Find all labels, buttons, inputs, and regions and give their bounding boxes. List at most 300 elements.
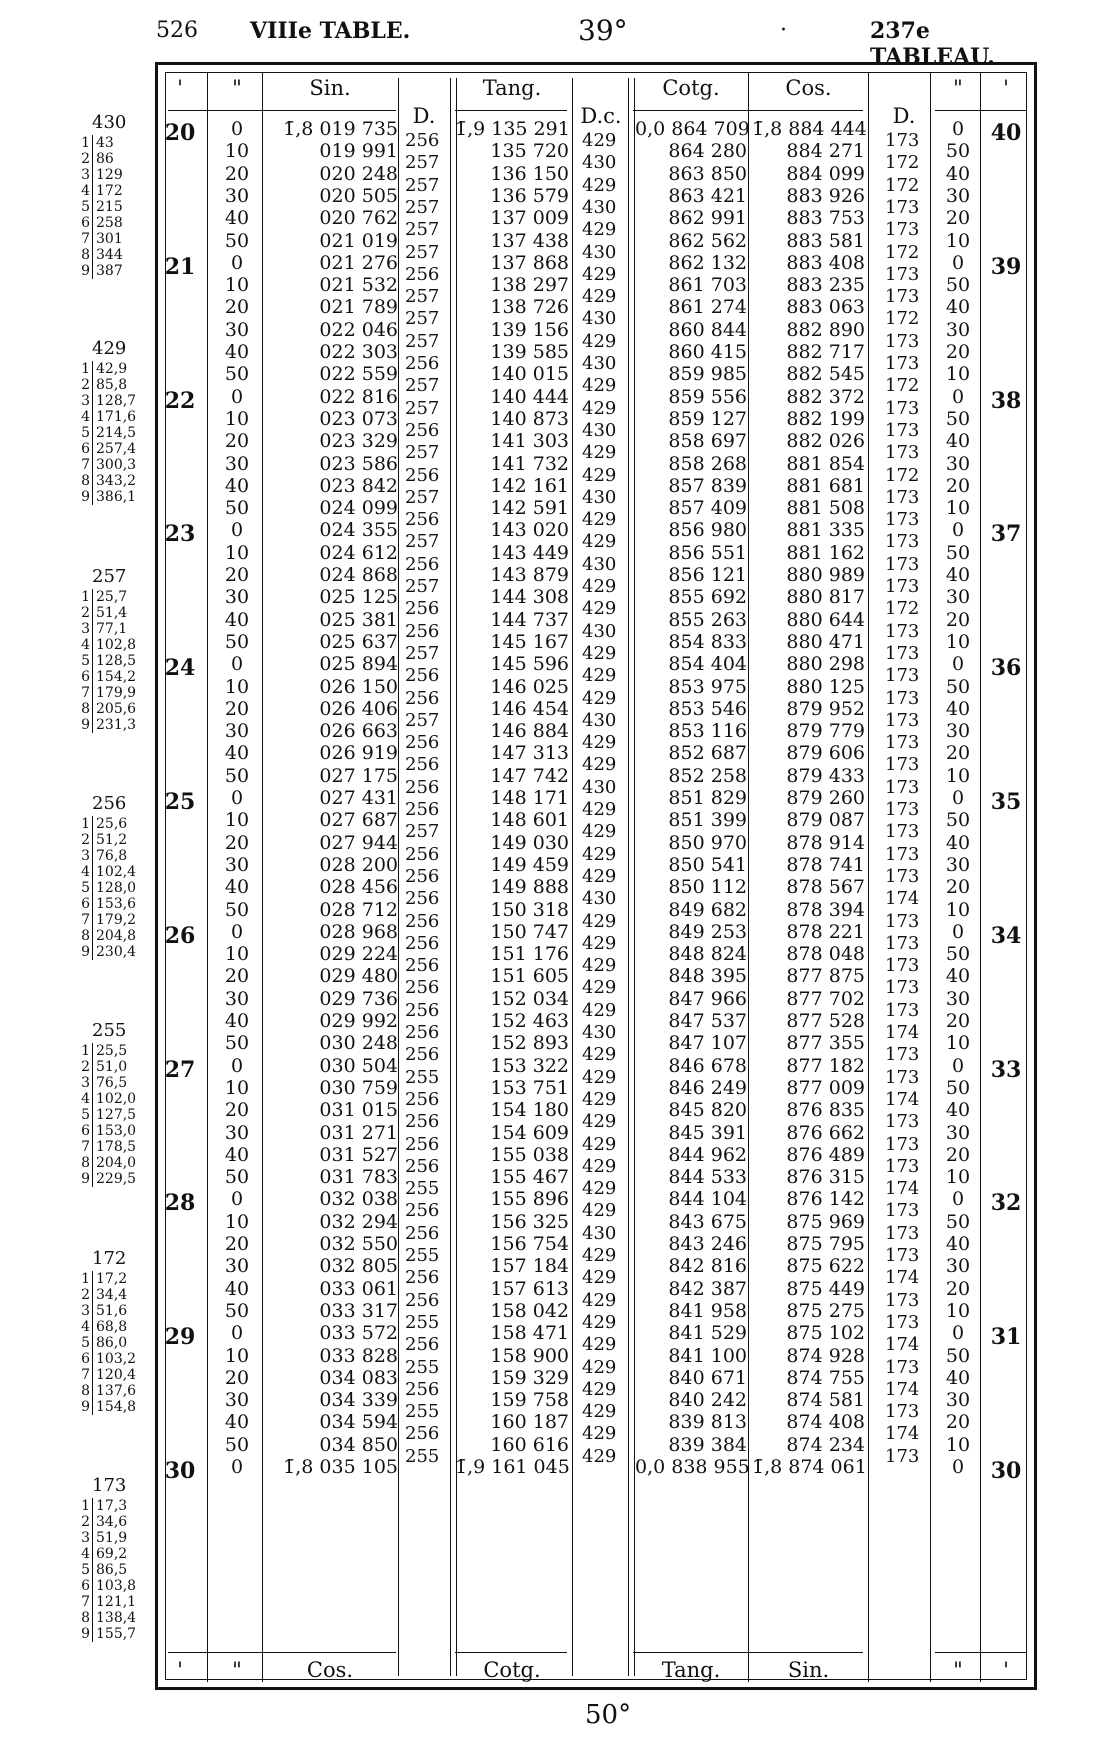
- cell-tang: 137 438: [490, 229, 569, 252]
- diff-d_cos: 173: [885, 419, 920, 441]
- cell-cos: 879 952: [786, 697, 865, 720]
- cell-cotg: 863 421: [668, 184, 747, 207]
- diff-d_c: 429: [582, 642, 617, 664]
- pp-digit: 8: [78, 1383, 93, 1399]
- cell-tang: 140 873: [490, 407, 569, 430]
- pp-value: 153,6: [96, 896, 137, 912]
- diff-d_sin: 257: [405, 219, 440, 241]
- diff-d_sin: 255: [405, 1401, 440, 1423]
- table-row: [0, 341, 1109, 365]
- cell-sin: 022 046: [319, 318, 398, 341]
- cell-tang: 155 038: [490, 1143, 569, 1166]
- cell-tang: 150 318: [490, 898, 569, 921]
- pp-digit: 7: [78, 685, 93, 701]
- pp-line: [78, 361, 150, 377]
- table-row: [0, 564, 1109, 588]
- cell-rsec: 30: [945, 586, 971, 609]
- cell-sec: 30: [224, 1121, 250, 1144]
- pp-value: 121,1: [96, 1594, 137, 1610]
- pp-value: 51,6: [96, 1303, 128, 1319]
- column-header-bottom: ': [177, 1658, 183, 1682]
- cell-cos: 875 795: [786, 1233, 865, 1255]
- cell-tang: 139 156: [490, 318, 569, 341]
- cell-sin: 028 200: [319, 853, 398, 876]
- diff-d_sin: 256: [405, 865, 440, 887]
- diff-d_sin: 257: [405, 196, 440, 218]
- cell-sec: 30: [224, 987, 250, 1010]
- cell-cotg: 853 546: [668, 697, 747, 720]
- pp-line: [78, 1626, 150, 1642]
- diff-d_c: 429: [582, 1200, 617, 1222]
- cell-rsec: 40: [945, 1099, 971, 1122]
- cell-tang: 143 879: [490, 564, 569, 586]
- table-row: [0, 809, 1109, 833]
- cell-rsec: 10: [945, 1433, 971, 1456]
- column-header-top: ": [232, 76, 242, 100]
- table-row: [0, 1255, 1109, 1279]
- pp-value: 68,8: [96, 1319, 128, 1335]
- diff-d_cos: 173: [885, 130, 920, 151]
- pp-value: 77,1: [96, 621, 128, 637]
- cell-rsec: 0: [951, 1456, 965, 1478]
- table-row: [0, 1322, 1109, 1351]
- column-header-bottom: ': [1003, 1658, 1009, 1682]
- table-row: [0, 1233, 1109, 1257]
- cell-sec: 10: [224, 140, 250, 163]
- pp-line: [78, 1171, 150, 1187]
- pp-value: 128,5: [96, 653, 137, 669]
- diff-d_cos: 173: [885, 732, 920, 754]
- cell-cotg: 846 249: [668, 1076, 747, 1099]
- pp-digit: 7: [78, 912, 93, 928]
- pp-value: 155,7: [96, 1626, 137, 1642]
- diff-d_sin: 256: [405, 553, 440, 575]
- diff-d_c: 430: [582, 553, 617, 575]
- pp-value: 76,5: [96, 1075, 128, 1091]
- pp-value: 300,3: [96, 457, 137, 473]
- diff-d_sin: 256: [405, 1155, 440, 1177]
- pp-value: 215: [96, 199, 123, 215]
- diff-d_c: 430: [582, 196, 617, 218]
- cell-cos: 878 914: [786, 831, 865, 854]
- pp-value: 204,0: [96, 1155, 137, 1171]
- cell-tang: 148 171: [490, 787, 569, 809]
- diff-d_cos: 173: [885, 977, 920, 999]
- cell-rsec: 40: [945, 430, 971, 453]
- cell-sec: 0: [230, 1322, 244, 1345]
- diff-d_sin: 257: [405, 442, 440, 464]
- diff-d_c: 429: [582, 1401, 617, 1423]
- diff-d_cos: 173: [885, 1155, 920, 1177]
- cell-sin: 034 339: [319, 1389, 398, 1412]
- cell-sin: 032 550: [319, 1233, 398, 1255]
- pp-line: [78, 653, 150, 669]
- pp-value: 204,8: [96, 928, 137, 944]
- cell-sin: 020 505: [319, 184, 398, 207]
- cell-tang: 143 449: [490, 541, 569, 564]
- cell-sin: 032 805: [319, 1255, 398, 1278]
- cell-cos: 880 298: [786, 653, 865, 676]
- cell-min: 25: [164, 789, 196, 815]
- cell-cos: 875 449: [786, 1277, 865, 1300]
- pp-line: [78, 215, 150, 231]
- diff-d_cos: 173: [885, 531, 920, 553]
- column-header-bottom: ": [953, 1658, 963, 1682]
- cell-cos: 884 099: [786, 162, 865, 185]
- cell-tang: 149 030: [490, 831, 569, 854]
- cell-sec: 0: [230, 1188, 244, 1211]
- table-row: [0, 519, 1109, 548]
- pp-line: [78, 1271, 150, 1287]
- diff-d_sin: 256: [405, 1423, 440, 1445]
- diff-d_c: 429: [582, 219, 617, 241]
- diff-d_c: 429: [582, 397, 617, 419]
- cell-cos: 879 260: [786, 787, 865, 809]
- cell-sin: 025 125: [319, 586, 398, 609]
- table-row: [0, 765, 1109, 789]
- cell-rsec: 10: [945, 1166, 971, 1189]
- table-row: [0, 1122, 1109, 1146]
- left-title: VIIIe TABLE.: [250, 18, 411, 44]
- diff-d_cos: 172: [885, 598, 920, 620]
- cell-min: 22: [164, 387, 196, 414]
- pp-line: [78, 912, 150, 928]
- diff-d_c: 429: [582, 999, 617, 1021]
- table-row: [0, 1211, 1109, 1235]
- cell-tang: 152 034: [490, 987, 569, 1010]
- pp-value: 102,4: [96, 864, 137, 880]
- pp-digit: 3: [78, 621, 93, 637]
- cell-sec: 40: [224, 1411, 250, 1434]
- diff-d_c: 430: [582, 888, 617, 910]
- pp-line: [78, 393, 150, 409]
- cell-cotg: 842 387: [668, 1277, 747, 1300]
- cell-tang: 157 613: [490, 1277, 569, 1300]
- cell-cos: 879 779: [786, 720, 865, 743]
- column-header-top: D.c.: [580, 104, 622, 128]
- cell-cos: 874 755: [786, 1366, 865, 1389]
- cell-cotg: 859 985: [668, 363, 747, 386]
- diff-d_c: 429: [582, 330, 617, 352]
- cell-cotg: 852 687: [668, 742, 747, 765]
- diff-d_sin: 256: [405, 419, 440, 441]
- table-row: [0, 586, 1109, 610]
- cell-cotg: 846 678: [668, 1054, 747, 1077]
- cell-sec: 50: [224, 497, 250, 520]
- pp-value: 120,4: [96, 1367, 137, 1383]
- diff-d_sin: 256: [405, 620, 440, 642]
- cell-sec: 10: [224, 1344, 250, 1367]
- cell-cotg: 849 253: [668, 920, 747, 943]
- cell-min: 28: [164, 1190, 196, 1217]
- cell-rsec: 40: [945, 296, 971, 319]
- cell-sec: 10: [224, 407, 250, 430]
- pp-line: [78, 1383, 150, 1399]
- table-row: [0, 185, 1109, 209]
- diff-d_cos: 173: [885, 442, 920, 464]
- pp-line: [78, 589, 150, 605]
- diff-d_c: 429: [582, 442, 617, 464]
- cell-sec: 40: [224, 1277, 250, 1300]
- cell-tang: 136 579: [490, 184, 569, 207]
- pp-value: 178,5: [96, 1139, 137, 1155]
- cell-sec: 0: [230, 385, 244, 408]
- diff-d_sin: 256: [405, 843, 440, 865]
- cell-cotg: 853 975: [668, 675, 747, 698]
- pp-digit: 2: [78, 605, 93, 621]
- cell-tang: 154 609: [490, 1121, 569, 1144]
- cell-sin: 030 759: [319, 1076, 398, 1099]
- diff-d_cos: 174: [885, 1334, 920, 1356]
- pp-value: 51,0: [96, 1059, 128, 1075]
- pp-line: [78, 701, 150, 717]
- cell-cos: 875 969: [786, 1210, 865, 1233]
- table-row: [0, 251, 1109, 280]
- pp-line: [78, 1530, 150, 1546]
- cell-cotg: 851 829: [668, 787, 747, 809]
- cell-rsec: 40: [945, 697, 971, 720]
- cell-cotg: 844 533: [668, 1166, 747, 1189]
- diff-d_sin: 256: [405, 888, 440, 910]
- cell-sec: 0: [230, 920, 244, 943]
- cell-tang: 135 720: [490, 140, 569, 163]
- cell-cotg: 844 104: [668, 1188, 747, 1211]
- cell-rsec: 20: [945, 1143, 971, 1166]
- column-header-top: ': [1003, 76, 1009, 100]
- pp-line: [78, 473, 150, 489]
- pp-line: [78, 832, 150, 848]
- pp-line: [78, 263, 150, 279]
- cell-cotg: 855 692: [668, 586, 747, 609]
- pp-digit: 9: [78, 489, 93, 505]
- table-row: [0, 943, 1109, 967]
- table-row: [0, 742, 1109, 766]
- pp-digit: 4: [78, 1091, 93, 1107]
- cell-rsec: 50: [945, 1210, 971, 1233]
- cell-sec: 10: [224, 943, 250, 966]
- cell-sec: 40: [224, 742, 250, 765]
- cell-sin: 026 406: [319, 697, 398, 720]
- cell-sec: 10: [224, 675, 250, 698]
- cell-cos: 883 753: [786, 207, 865, 230]
- cell-rsec: 30: [945, 1255, 971, 1278]
- table-row: [0, 988, 1109, 1012]
- cell-tang: 158 042: [490, 1299, 569, 1322]
- diff-d_cos: 173: [885, 263, 920, 285]
- cell-rsec: 30: [945, 987, 971, 1010]
- cell-tang: 136 150: [490, 162, 569, 185]
- cell-sec: 0: [230, 519, 244, 542]
- diff-d_cos: 173: [885, 553, 920, 575]
- cell-cotg: 863 850: [668, 162, 747, 185]
- diff-d_sin: 256: [405, 932, 440, 954]
- column-header-top: Cotg.: [662, 76, 720, 100]
- pp-value: 17,3: [96, 1498, 128, 1514]
- cell-cos: 882 890: [786, 318, 865, 341]
- cell-sec: 50: [224, 229, 250, 252]
- cell-sec: 50: [224, 1433, 250, 1456]
- diff-d_sin: 255: [405, 1445, 440, 1467]
- diff-d_c: 429: [582, 1088, 617, 1110]
- pp-digit: 3: [78, 1530, 93, 1546]
- cell-tang: 158 471: [490, 1322, 569, 1345]
- cell-tang: 155 467: [490, 1166, 569, 1189]
- cell-rsec: 40: [945, 564, 971, 586]
- pp-value: 172: [96, 183, 123, 199]
- diff-d_c: 430: [582, 152, 617, 174]
- pp-digit: 2: [78, 832, 93, 848]
- pp-value: 127,5: [96, 1107, 137, 1123]
- cell-sec: 20: [224, 296, 250, 319]
- diff-d_cos: 173: [885, 353, 920, 374]
- cell-cos: 879 087: [786, 809, 865, 832]
- cell-cos: 879 606: [786, 742, 865, 765]
- column-header-top: ": [953, 76, 963, 100]
- pp-value: 86,0: [96, 1335, 128, 1351]
- diff-d_c: 429: [582, 754, 617, 776]
- cell-cotg: 841 529: [668, 1322, 747, 1345]
- pp-value: 17,2: [96, 1271, 128, 1287]
- cell-sec: 10: [224, 274, 250, 297]
- cell-sin: 022 559: [319, 363, 398, 386]
- cell-rsec: 20: [945, 1277, 971, 1300]
- table-row: [0, 363, 1109, 387]
- pp-digit: 6: [78, 1123, 93, 1139]
- cell-sin: 026 150: [319, 675, 398, 698]
- cell-cos: 880 471: [786, 630, 865, 653]
- diff-d_cos: 172: [885, 308, 920, 330]
- diff-d_c: 429: [582, 286, 617, 308]
- pp-digit: 4: [78, 637, 93, 653]
- cell-cotg: 860 844: [668, 318, 747, 341]
- cell-cotg: 0,0 864 709: [635, 118, 750, 140]
- pp-value: 230,4: [96, 944, 137, 960]
- diff-d_cos: 173: [885, 620, 920, 642]
- diff-d_sin: 257: [405, 375, 440, 397]
- diff-d_cos: 173: [885, 1044, 920, 1066]
- cell-cotg: 856 980: [668, 519, 747, 542]
- diff-d_cos: 174: [885, 888, 920, 910]
- cell-tang: 148 601: [490, 809, 569, 832]
- cell-cos: 874 408: [786, 1411, 865, 1434]
- pp-digit: 4: [78, 1546, 93, 1562]
- pp-digit: 5: [78, 1335, 93, 1351]
- cell-cotg: 850 541: [668, 853, 747, 876]
- cell-cos: 876 835: [786, 1099, 865, 1122]
- cell-tang: 145 167: [490, 630, 569, 653]
- diff-d_sin: 255: [405, 1245, 440, 1266]
- diff-d_sin: 256: [405, 1111, 440, 1133]
- cell-rsec: 50: [945, 407, 971, 430]
- cell-tang: 152 463: [490, 1010, 569, 1032]
- proportional-parts-table: [78, 1475, 150, 1642]
- pp-value: 154,2: [96, 669, 137, 685]
- cell-tang: 151 605: [490, 965, 569, 988]
- cell-sec: 40: [224, 207, 250, 230]
- cell-tang: 142 591: [490, 497, 569, 520]
- cell-cotg: 854 833: [668, 630, 747, 653]
- cell-rsec: 50: [945, 140, 971, 163]
- cell-sin: 021 276: [319, 251, 398, 274]
- cell-rsec: 20: [945, 341, 971, 363]
- proportional-parts-table: [78, 338, 150, 505]
- table-row: [0, 163, 1109, 187]
- diff-d_cos: 173: [885, 1200, 920, 1222]
- diff-d_sin: 256: [405, 977, 440, 999]
- cell-cotg: 856 551: [668, 541, 747, 564]
- cell-sec: 30: [224, 184, 250, 207]
- diff-d_c: 429: [582, 1133, 617, 1155]
- diff-d_cos: 173: [885, 709, 920, 731]
- cell-tang: 1̄,9 135 291: [455, 118, 570, 140]
- pp-line: [78, 457, 150, 473]
- diff-d_cos: 173: [885, 910, 920, 932]
- cell-sin: 027 687: [319, 809, 398, 832]
- pp-line: [78, 1351, 150, 1367]
- cell-cos: 876 662: [786, 1121, 865, 1144]
- pp-digit: 1: [78, 135, 93, 151]
- diff-d_c: 430: [582, 353, 617, 374]
- diff-d_cos: 173: [885, 1066, 920, 1088]
- diff-d_sin: 256: [405, 1289, 440, 1311]
- table-row: [0, 1367, 1109, 1391]
- cell-sin: 025 894: [319, 653, 398, 676]
- cell-sin: 029 480: [319, 965, 398, 988]
- pp-value: 257,4: [96, 441, 137, 457]
- pp-line: [78, 1546, 150, 1562]
- diff-d_cos: 173: [885, 330, 920, 352]
- cell-tang: 146 884: [490, 720, 569, 743]
- pp-line: [78, 151, 150, 167]
- diff-d_c: 429: [582, 263, 617, 285]
- cell-tang: 149 888: [490, 876, 569, 899]
- table-row: [0, 1456, 1109, 1484]
- diff-d_c: 429: [582, 1111, 617, 1133]
- table-row: [0, 854, 1109, 878]
- diff-d_sin: 256: [405, 1022, 440, 1043]
- cell-tang: 154 180: [490, 1099, 569, 1122]
- header-degree: 39°: [578, 14, 628, 47]
- pp-line: [78, 1319, 150, 1335]
- cell-rmin: 40: [990, 120, 1022, 146]
- pp-head: 430: [92, 112, 127, 133]
- cell-cotg: 844 962: [668, 1143, 747, 1166]
- diff-d_cos: 173: [885, 1401, 920, 1423]
- pp-value: 25,6: [96, 816, 128, 832]
- diff-d_cos: 173: [885, 397, 920, 419]
- cell-cos: 876 315: [786, 1166, 865, 1189]
- diff-d_cos: 172: [885, 241, 920, 263]
- table-row: [0, 1032, 1109, 1056]
- cell-rsec: 40: [945, 1233, 971, 1255]
- cell-cotg: 849 682: [668, 898, 747, 921]
- table-row: [0, 430, 1109, 454]
- cell-sin: 027 175: [319, 764, 398, 787]
- cell-cos: 881 854: [786, 452, 865, 475]
- cell-sin: 028 456: [319, 876, 398, 899]
- diff-d_c: 430: [582, 241, 617, 263]
- cell-rsec: 10: [945, 630, 971, 653]
- diff-d_sin: 257: [405, 642, 440, 664]
- cell-cotg: 861 274: [668, 296, 747, 319]
- pp-line: [78, 1498, 150, 1514]
- pp-value: 42,9: [96, 361, 128, 377]
- diff-d_c: 429: [582, 1155, 617, 1177]
- cell-min: 29: [164, 1324, 196, 1351]
- cell-rsec: 40: [945, 162, 971, 185]
- cell-cos: 879 433: [786, 764, 865, 787]
- cell-cotg: 852 258: [668, 764, 747, 787]
